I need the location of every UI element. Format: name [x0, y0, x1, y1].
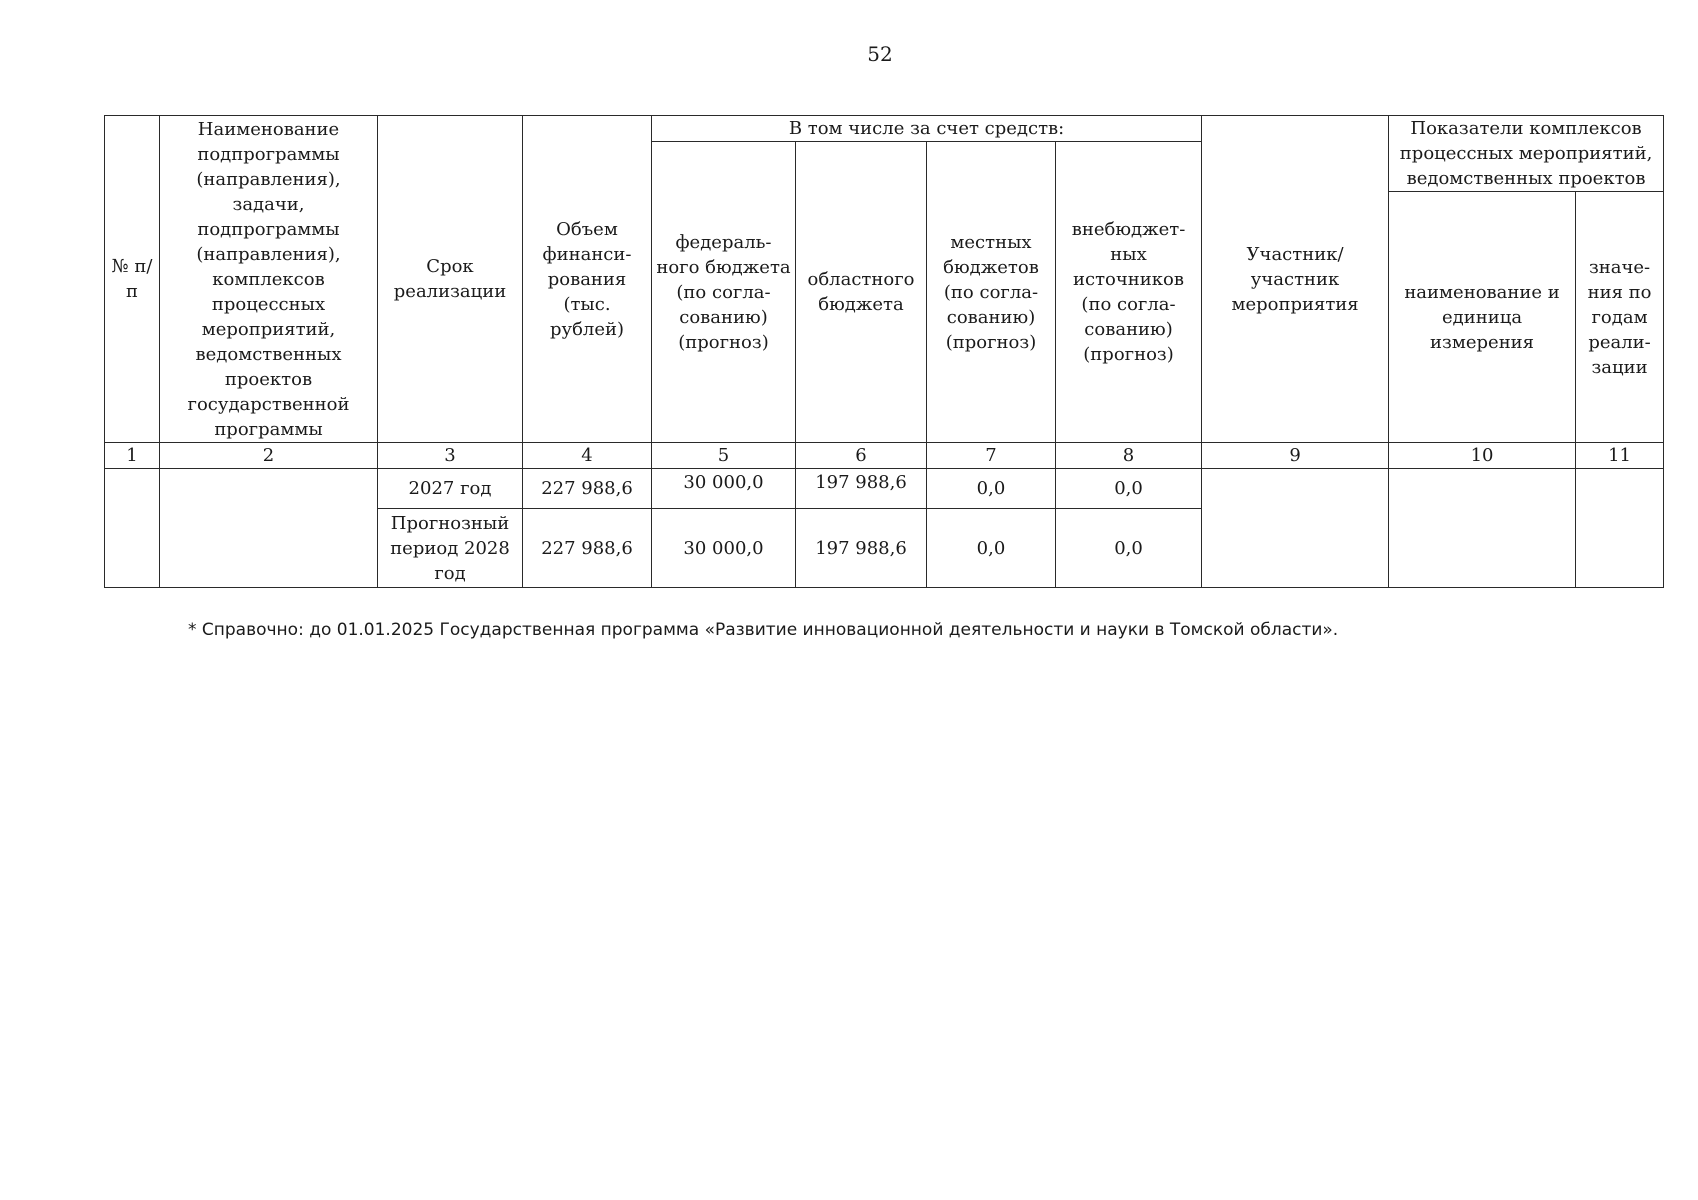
row-participant-cell	[1202, 469, 1389, 588]
row-num-cell	[105, 469, 160, 588]
header-volume: Объем финанси-рования (тыс. рублей)	[523, 116, 652, 443]
row-extrabudget: 0,0	[1056, 509, 1202, 588]
row-ind-name-cell	[1389, 469, 1576, 588]
header-name: Наименование подпрограммы (направления), задачи, подпрограммы (направления), комплексов процессных мероприятий, ведомственных проектов государственной программы	[160, 116, 378, 443]
row-extrabudget: 0,0	[1056, 469, 1202, 509]
row-ind-values-cell	[1576, 469, 1664, 588]
column-numbers-row	[105, 443, 1664, 469]
row-volume: 227 988,6	[523, 469, 652, 509]
row-federal: 30 000,0	[683, 472, 764, 493]
col-number: 11	[1576, 443, 1664, 469]
table-row	[105, 469, 1664, 509]
col-number: 9	[1202, 443, 1389, 469]
row-regional: 197 988,6	[796, 509, 927, 588]
col-number: 10	[1389, 443, 1576, 469]
row-volume: 227 988,6	[523, 509, 652, 588]
header-ind-values: значе-ния по годам реали-зации	[1576, 192, 1664, 443]
page-number: 52	[867, 42, 893, 66]
col-number: 4	[523, 443, 652, 469]
row-period: 2027 год	[378, 469, 523, 509]
row-regional: 197 988,6	[815, 472, 907, 493]
header-indicators-group: Показатели комплексов процессных мероприятий, ведомственных проектов	[1389, 116, 1664, 192]
col-number: 1	[105, 443, 160, 469]
row-federal: 30 000,0	[652, 509, 796, 588]
row-local: 0,0	[927, 469, 1056, 509]
col-number: 7	[927, 443, 1056, 469]
header-extrabudget: внебюджет-ных источников (по согла-сованию) (прогноз)	[1056, 142, 1202, 443]
row-name-cell	[160, 469, 378, 588]
row-federal-cell	[652, 469, 796, 509]
header-local: местных бюджетов (по согла-сованию) (прогноз)	[927, 142, 1056, 443]
col-number: 2	[160, 443, 378, 469]
header-term: Срок реализации	[378, 116, 523, 443]
col-number: 6	[796, 443, 927, 469]
row-regional-cell	[796, 469, 927, 509]
row-local: 0,0	[927, 509, 1056, 588]
col-number: 3	[378, 443, 523, 469]
footnote: * Справочно: до 01.01.2025 Государственная программа «Развитие инновационной деятельности и науки в Томской области».	[188, 620, 1339, 640]
header-participant: Участник/ участник мероприятия	[1202, 116, 1389, 443]
col-number: 5	[652, 443, 796, 469]
header-num: № п/п	[105, 116, 160, 443]
financing-table	[104, 115, 1664, 588]
header-federal: федераль-ного бюджета (по согла-сованию) (прогноз)	[652, 142, 796, 443]
row-period: Прогнозный период 2028 год	[378, 509, 523, 588]
col-number: 8	[1056, 443, 1202, 469]
header-incl-group: В том числе за счет средств:	[652, 116, 1202, 142]
header-ind-name: наименование и единица измерения	[1389, 192, 1576, 443]
header-regional: областного бюджета	[796, 142, 927, 443]
